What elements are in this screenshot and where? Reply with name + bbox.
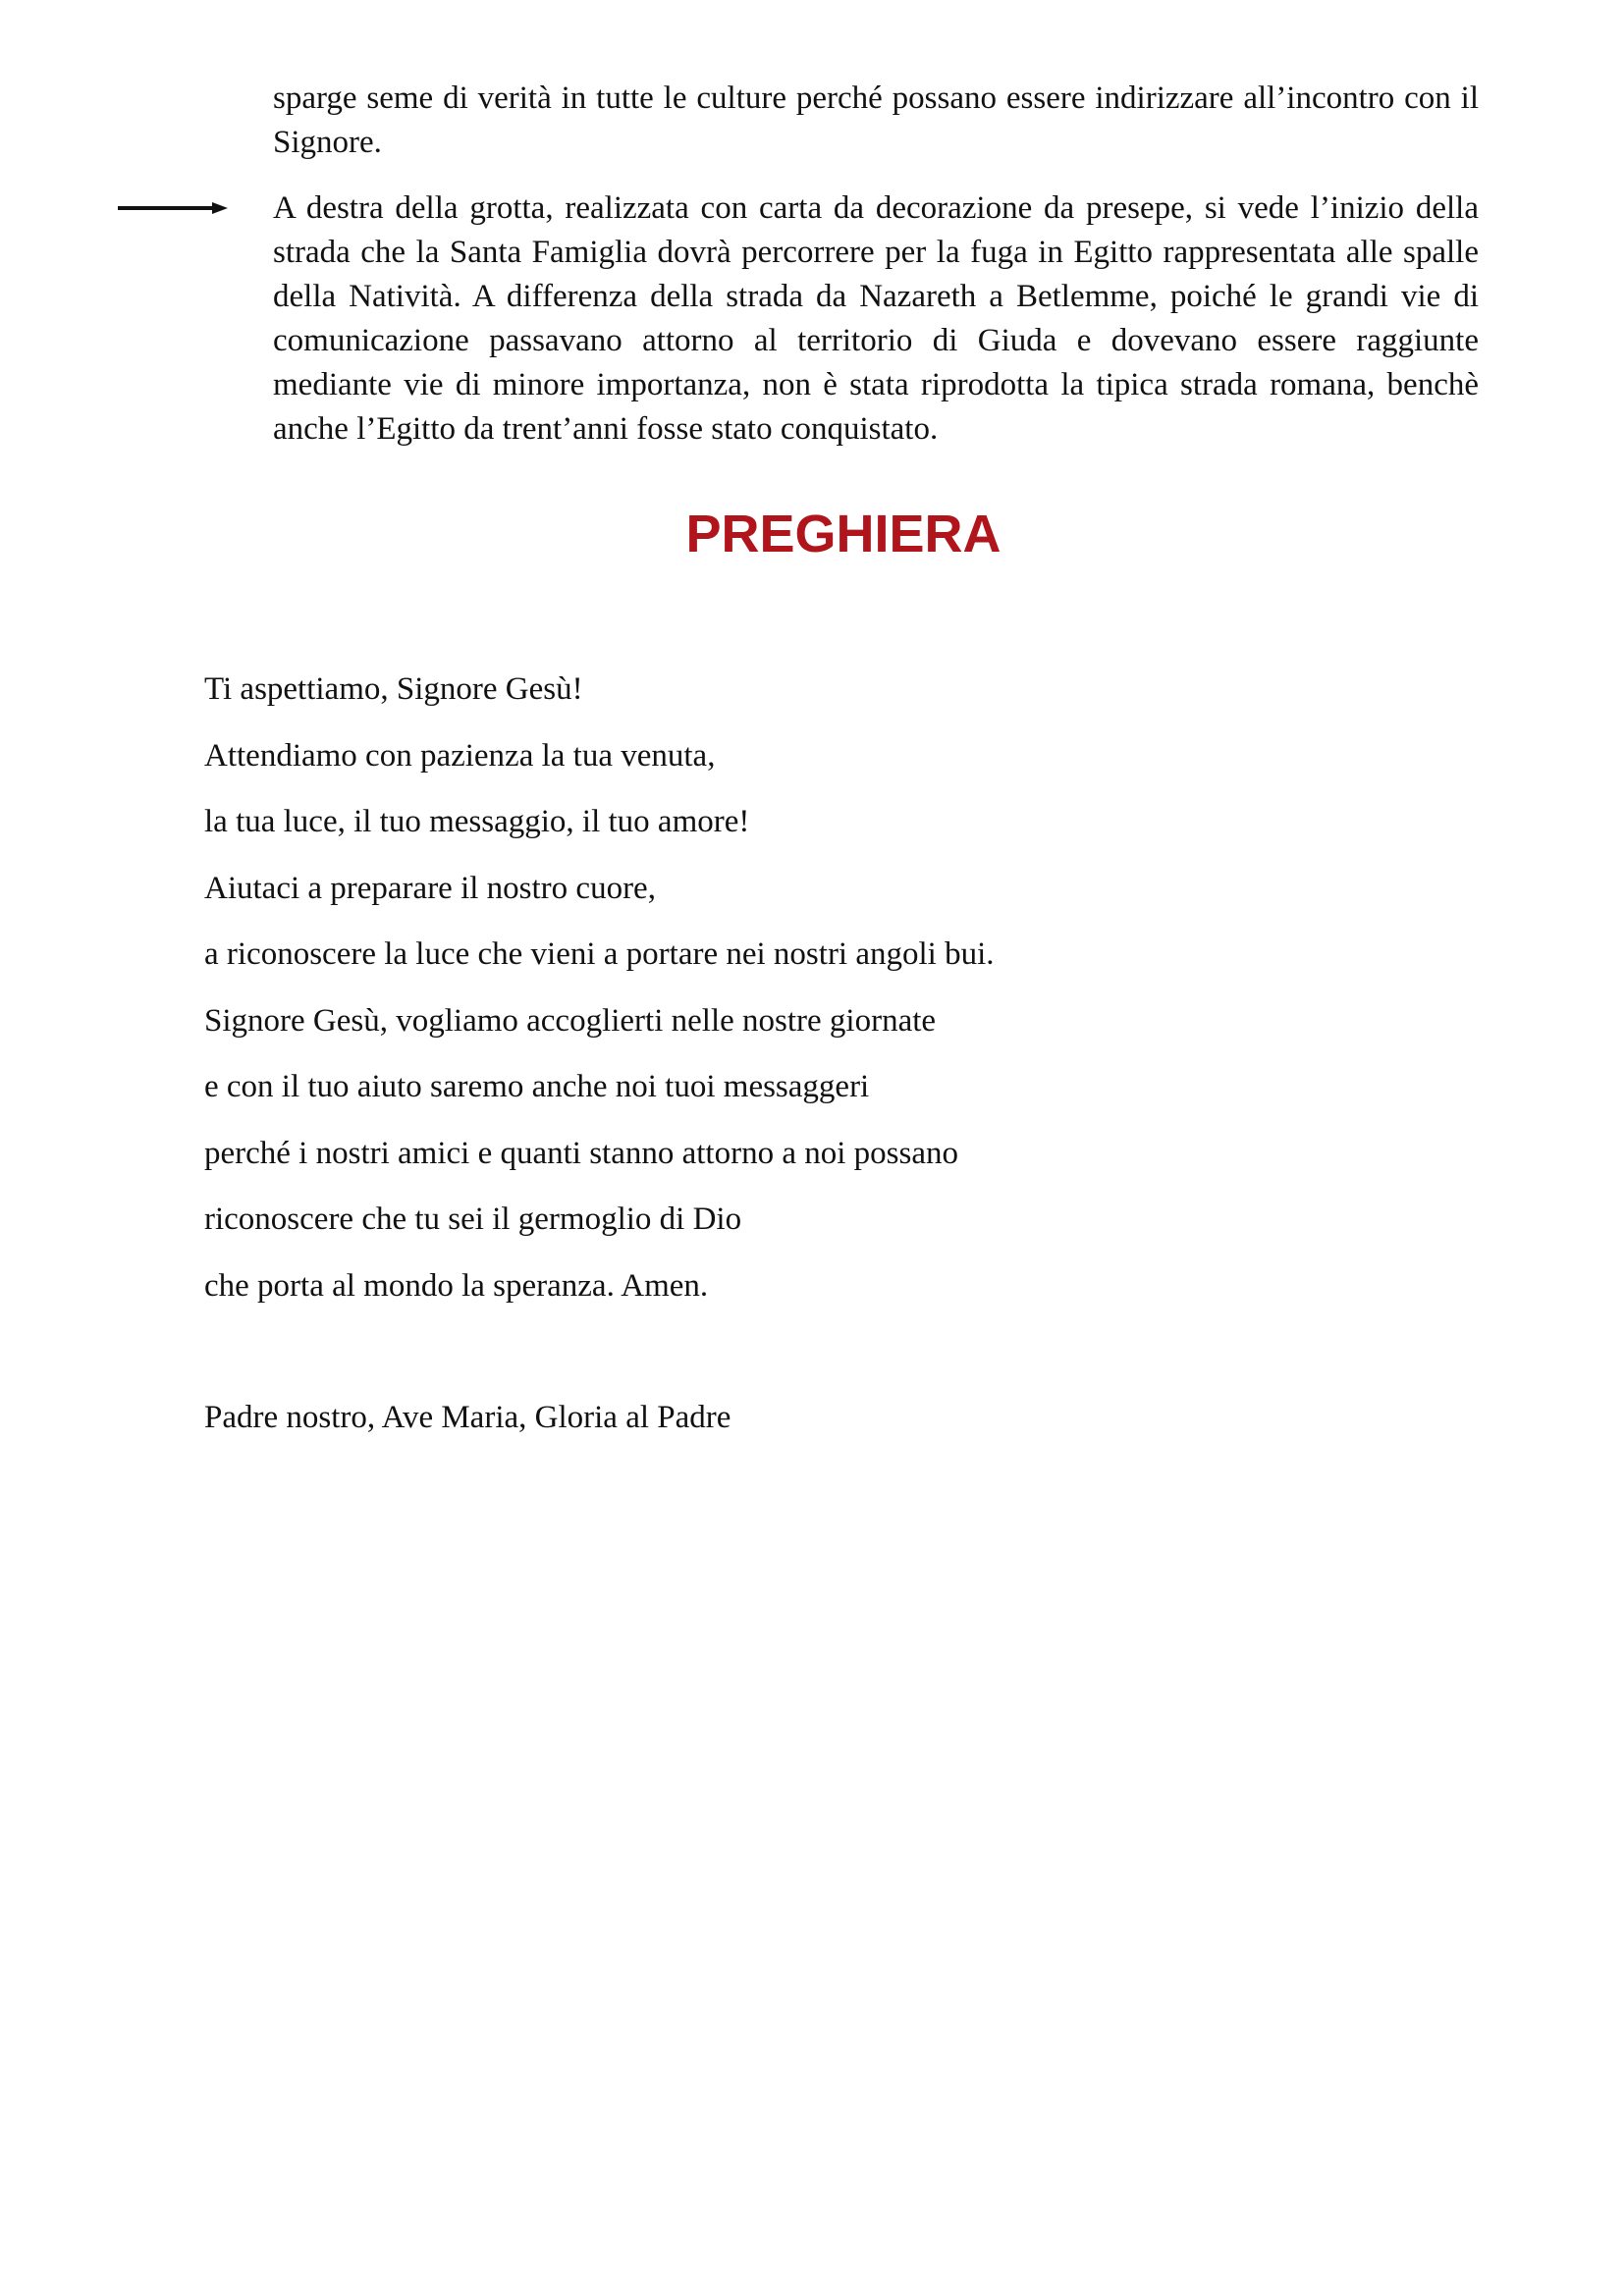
prayer-line: Aiutaci a preparare il nostro cuore, <box>204 870 656 906</box>
prayer-line: la tua luce, il tuo messaggio, il tuo amore! <box>204 804 750 839</box>
right-arrow-icon <box>118 200 228 216</box>
prayer-line: riconoscere che tu sei il germoglio di Dio <box>204 1201 742 1237</box>
prayer-line: perché i nostri amici e quanti stanno attorno a noi possano <box>204 1135 958 1171</box>
continuation-paragraph: sparge seme di verità in tutte le culture perché possano essere indirizzare all’incontro con il Signore. <box>273 80 1479 160</box>
prayer-line: Ti aspettiamo, Signore Gesù! <box>204 671 583 707</box>
prayer-line: a riconoscere la luce che vieni a portare nei nostri angoli bui. <box>204 936 995 972</box>
prayer-line: Signore Gesù, vogliamo accoglierti nelle nostre giornate <box>204 1002 937 1039</box>
prayer-heading: PREGHIERA <box>685 505 1001 563</box>
road-paragraph: A destra della grotta, realizzata con carta da decorazione da presepe, si vede l’inizio della strada che la Santa Famiglia dovrà percorrere per la fuga in Egitto rappresentata alle spalle della Natività. A differenza della strada da Nazareth a Betlemme, poiché le grandi vie di comunicazione passavano attorno al territorio di Giuda e dovevano essere raggiunte mediante vie di minore importanza, non è stata riprodotta la tipica strada romana, benchè anche l’Egitto da trent’anni fosse stato conquistato. <box>273 190 1479 447</box>
prayer-line: che porta al mondo la speranza. Amen. <box>204 1267 709 1304</box>
closing-prayers-line: Padre nostro, Ave Maria, Gloria al Padre <box>204 1400 731 1435</box>
prayer-line: Attendiamo con pazienza la tua venuta, <box>204 737 716 774</box>
prayer-line: e con il tuo aiuto saremo anche noi tuoi messaggeri <box>204 1069 870 1104</box>
prayer-text <box>204 667 1481 1330</box>
